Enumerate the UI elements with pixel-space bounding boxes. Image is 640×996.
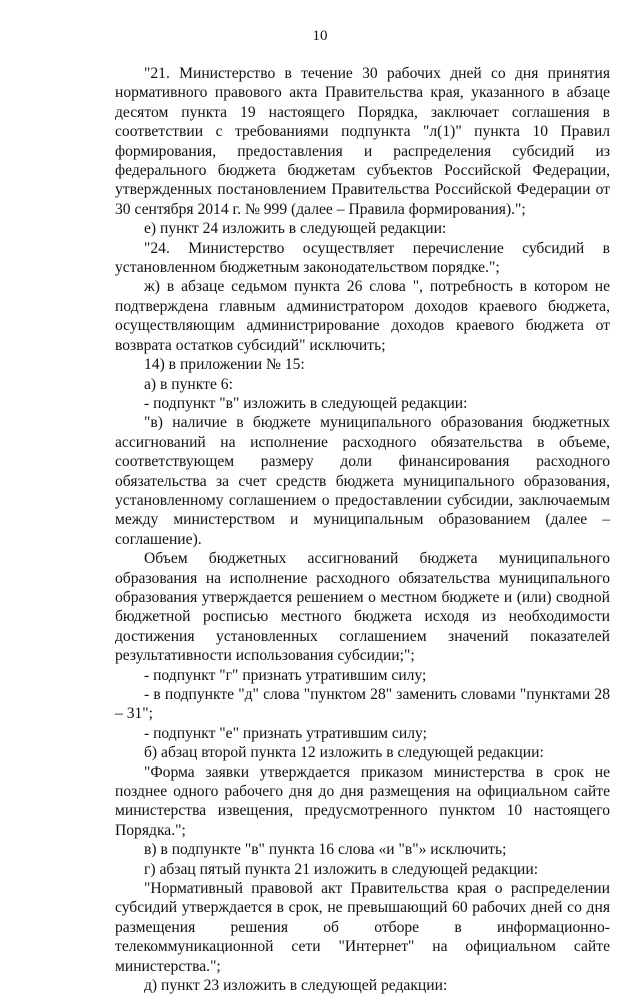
paragraph-21: "21. Министерство в течение 30 рабочих дней со дня принятия нормативного правового акта Правительства края, указанного в абзаце десятом пункта 19 настоящего Порядка, заключает соглашения в соответствии с требованиями подпункта "л(1)" пункта 10 Правил формирования, предоставления и распределения субсидий из федерального бюджета бюджетам субъектов Российской Федерации, утвержденных постановлением Правительства Российской Федерации от 30 сентября 2014 г. № 999 (далее – Правила формирования)."; (115, 65, 610, 218)
paragraph-g-point-21: г) абзац пятый пункта 21 изложить в следующей редакции: (144, 860, 539, 878)
paragraph-subpoint-v-text: "в) наличие в бюджете муниципального образования бюджетных ассигнований на исполнение расходного обязательства в объеме, соответствующем размеру доли финансирования расходного обязательства за счет средств бюджета муниципального образования, установленному соглашением о предоставлении субсидии, заключаемым между министерством и муниципальным образованием (далее – соглашение). (115, 414, 610, 548)
paragraph-a-point-6: а) в пункте 6: (144, 375, 233, 393)
page-number: 10 (312, 28, 328, 44)
paragraph-24: "24. Министерство осуществляет перечисление субсидий в установленном бюджетным законодательством порядке."; (115, 239, 610, 277)
paragraph-zh-instruction: ж) в абзаце седьмом пункта 26 слова ", потребность в котором не подтверждена главным администратором доходов краевого бюджета, осуществляющим администрирование доходов краевого бюджета от возврата остатков субсидий" исключить; (115, 278, 610, 354)
paragraph-v-point-16: в) в подпункте "в" пункта 16 слова «и "в"» исключить; (144, 841, 507, 859)
paragraph-subpoint-v-instruction: - подпункт "в" изложить в следующей редакции: (144, 394, 468, 412)
paragraph-application-form: "Форма заявки утверждается приказом министерства в срок не позднее одного рабочего дня до дня размещения на официальном сайте министерства извещения, предусмотренного пунктом 10 настоящего Порядка."; (115, 763, 610, 839)
paragraph-subpoint-g: - подпункт "г" признать утратившим силу; (144, 666, 427, 684)
paragraph-e-instruction: е) пункт 24 изложить в следующей редакции: (144, 220, 447, 238)
paragraph-d-point-23: д) пункт 23 изложить в следующей редакции: (144, 977, 448, 995)
paragraph-14-appendix: 14) в приложении № 15: (144, 356, 305, 374)
paragraph-subpoint-d: - в подпункте "д" слова "пунктом 28" заменить словами "пунктами 28 – 31"; (115, 686, 610, 723)
paragraph-b-point-12: б) абзац второй пункта 12 изложить в следующей редакции: (144, 744, 544, 762)
paragraph-subpoint-e: - подпункт "е" признать утратившим силу; (144, 724, 427, 742)
paragraph-budget-volume: Объем бюджетных ассигнований бюджета муниципального образования на исполнение расходного обязательства муниципального образования утверждается решением о местном бюджете и (или) сводной бюджетной росписью местного бюджета исходя из необходимости достижения установленных соглашением значений показателей результативности использования субсидии;"; (115, 550, 610, 665)
paragraph-normative-act: "Нормативный правовой акт Правительства края о распределении субсидий утверждается в срок, не превышающий 60 рабочих дней со дня размещения решения об отборе в информационно-телекоммуникационной сети "Интернет" на официальном сайте министерства."; (115, 880, 610, 975)
document-body (115, 64, 610, 996)
